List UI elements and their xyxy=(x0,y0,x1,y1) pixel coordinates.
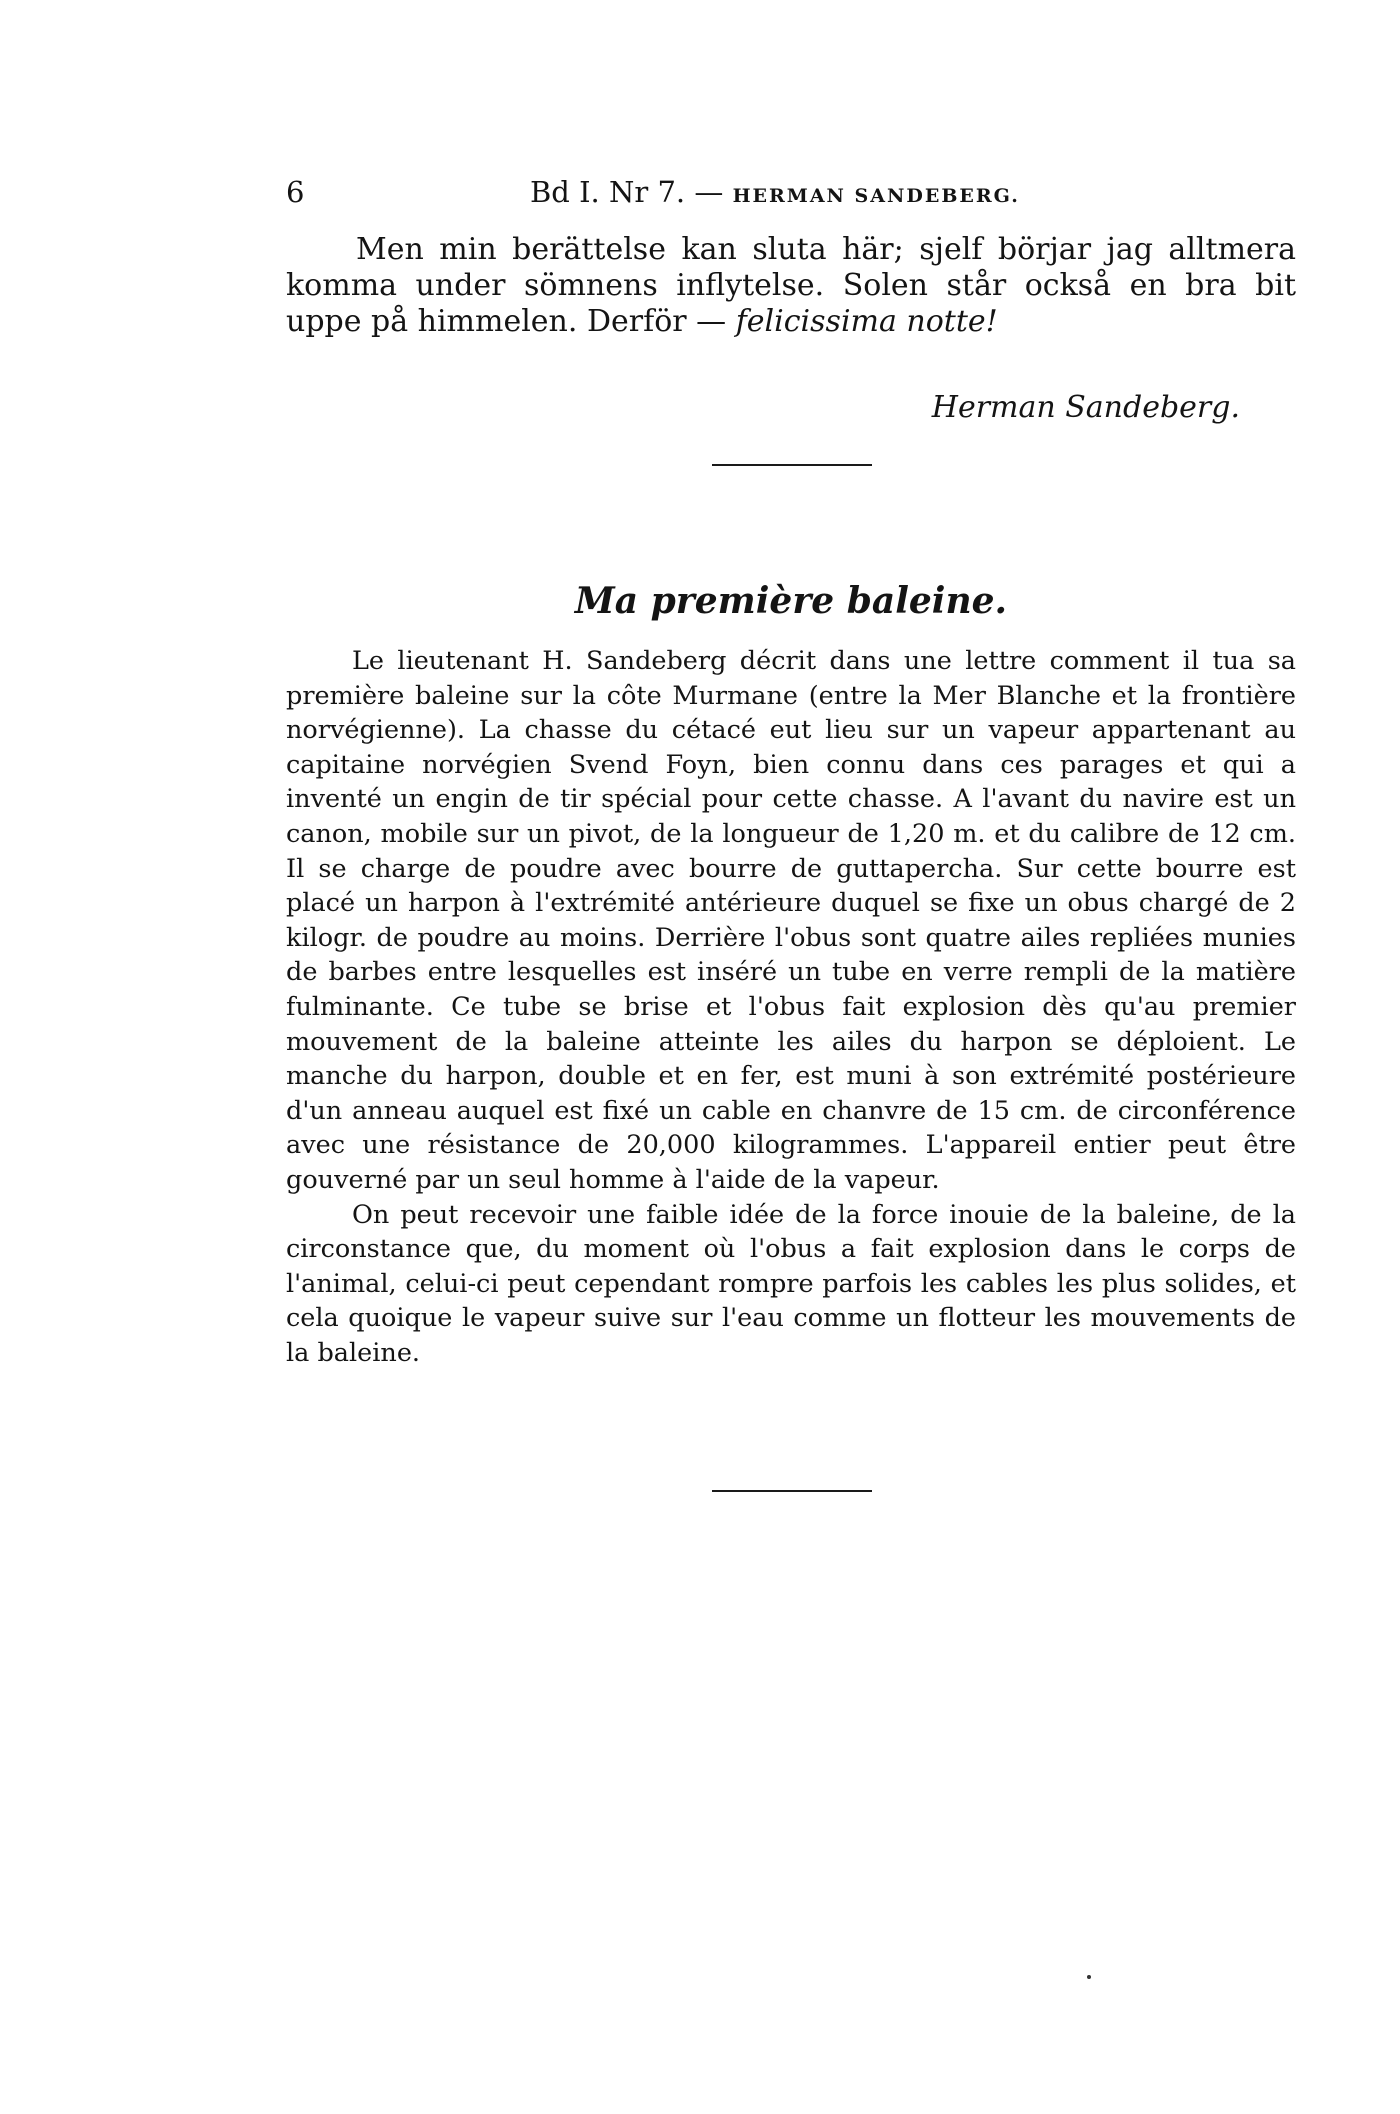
running-head-volume: Bd I. Nr 7. — xyxy=(530,175,724,209)
letter-signature: Herman Sandeberg. xyxy=(931,390,1240,425)
section-divider-top xyxy=(712,464,872,466)
page-number: 6 xyxy=(286,175,305,209)
running-head-author: HERMAN SANDEBERG. xyxy=(732,185,1020,207)
article-body xyxy=(286,644,1296,1370)
article-paragraph-2: On peut recevoir une faible idée de la force inouie de la baleine, de la circonstance que, du moment où l'obus a fait explosion dans le corps de l'animal, celui-ci peut cependant rompre parfois les cables les plus solides, et cela quoique le vapeur suive sur l'eau comme un flotteur les mouvements de la baleine. xyxy=(286,1199,1296,1368)
page-header xyxy=(286,170,1246,214)
article-title: Ma première baleine. xyxy=(574,580,1008,622)
letter-paragraph-text: Men min berättelse kan sluta här; sjelf börjar jag alltmera komma under sömnens inflytelse. Solen står också en bra bit uppe på himmelen. Derför — xyxy=(286,232,1296,339)
section-divider-bottom xyxy=(712,1490,872,1492)
print-speck xyxy=(1087,1975,1091,1979)
running-head xyxy=(530,170,1020,218)
letter-closing-phrase: felicissima notte! xyxy=(735,304,998,339)
article-paragraph-1: Le lieutenant H. Sandeberg décrit dans une lettre comment il tua sa première baleine sur la côte Murmane (entre la Mer Blanche et la frontière norvégienne). La chasse du cétacé eut lieu sur un vapeur appartenant au capitaine norvégien Svend Foyn, bien connu dans ces parages et qui a inventé un engin de tir spécial pour cette chasse. A l'avant du navire est un canon, mobile sur un pivot, de la longueur de 1,20 m. et du calibre de 12 cm. Il se charge de poudre avec bourre de guttapercha. Sur cette bourre est placé un harpon à l'extrémité antérieure duquel se fixe un obus chargé de 2 kilogr. de poudre au moins. Derrière l'obus sont quatre ailes repliées munies de barbes entre lesquelles est inséré un tube en verre rempli de la matière fulminante. Ce tube se brise et l'obus fait explosion dès qu'au premier mouvement de la baleine atteinte les ailes du harpon se déploient. Le manche du harpon, double et en fer, est muni à son extrémité postérieure d'un anneau auquel est fixé un cable en chanvre de 15 cm. de circonférence avec une résistance de 20,000 kilogrammes. L'appareil entier peut être gouverné par un seul homme à l'aide de la vapeur. xyxy=(286,646,1296,1195)
letter-closing-paragraph xyxy=(286,232,1296,340)
